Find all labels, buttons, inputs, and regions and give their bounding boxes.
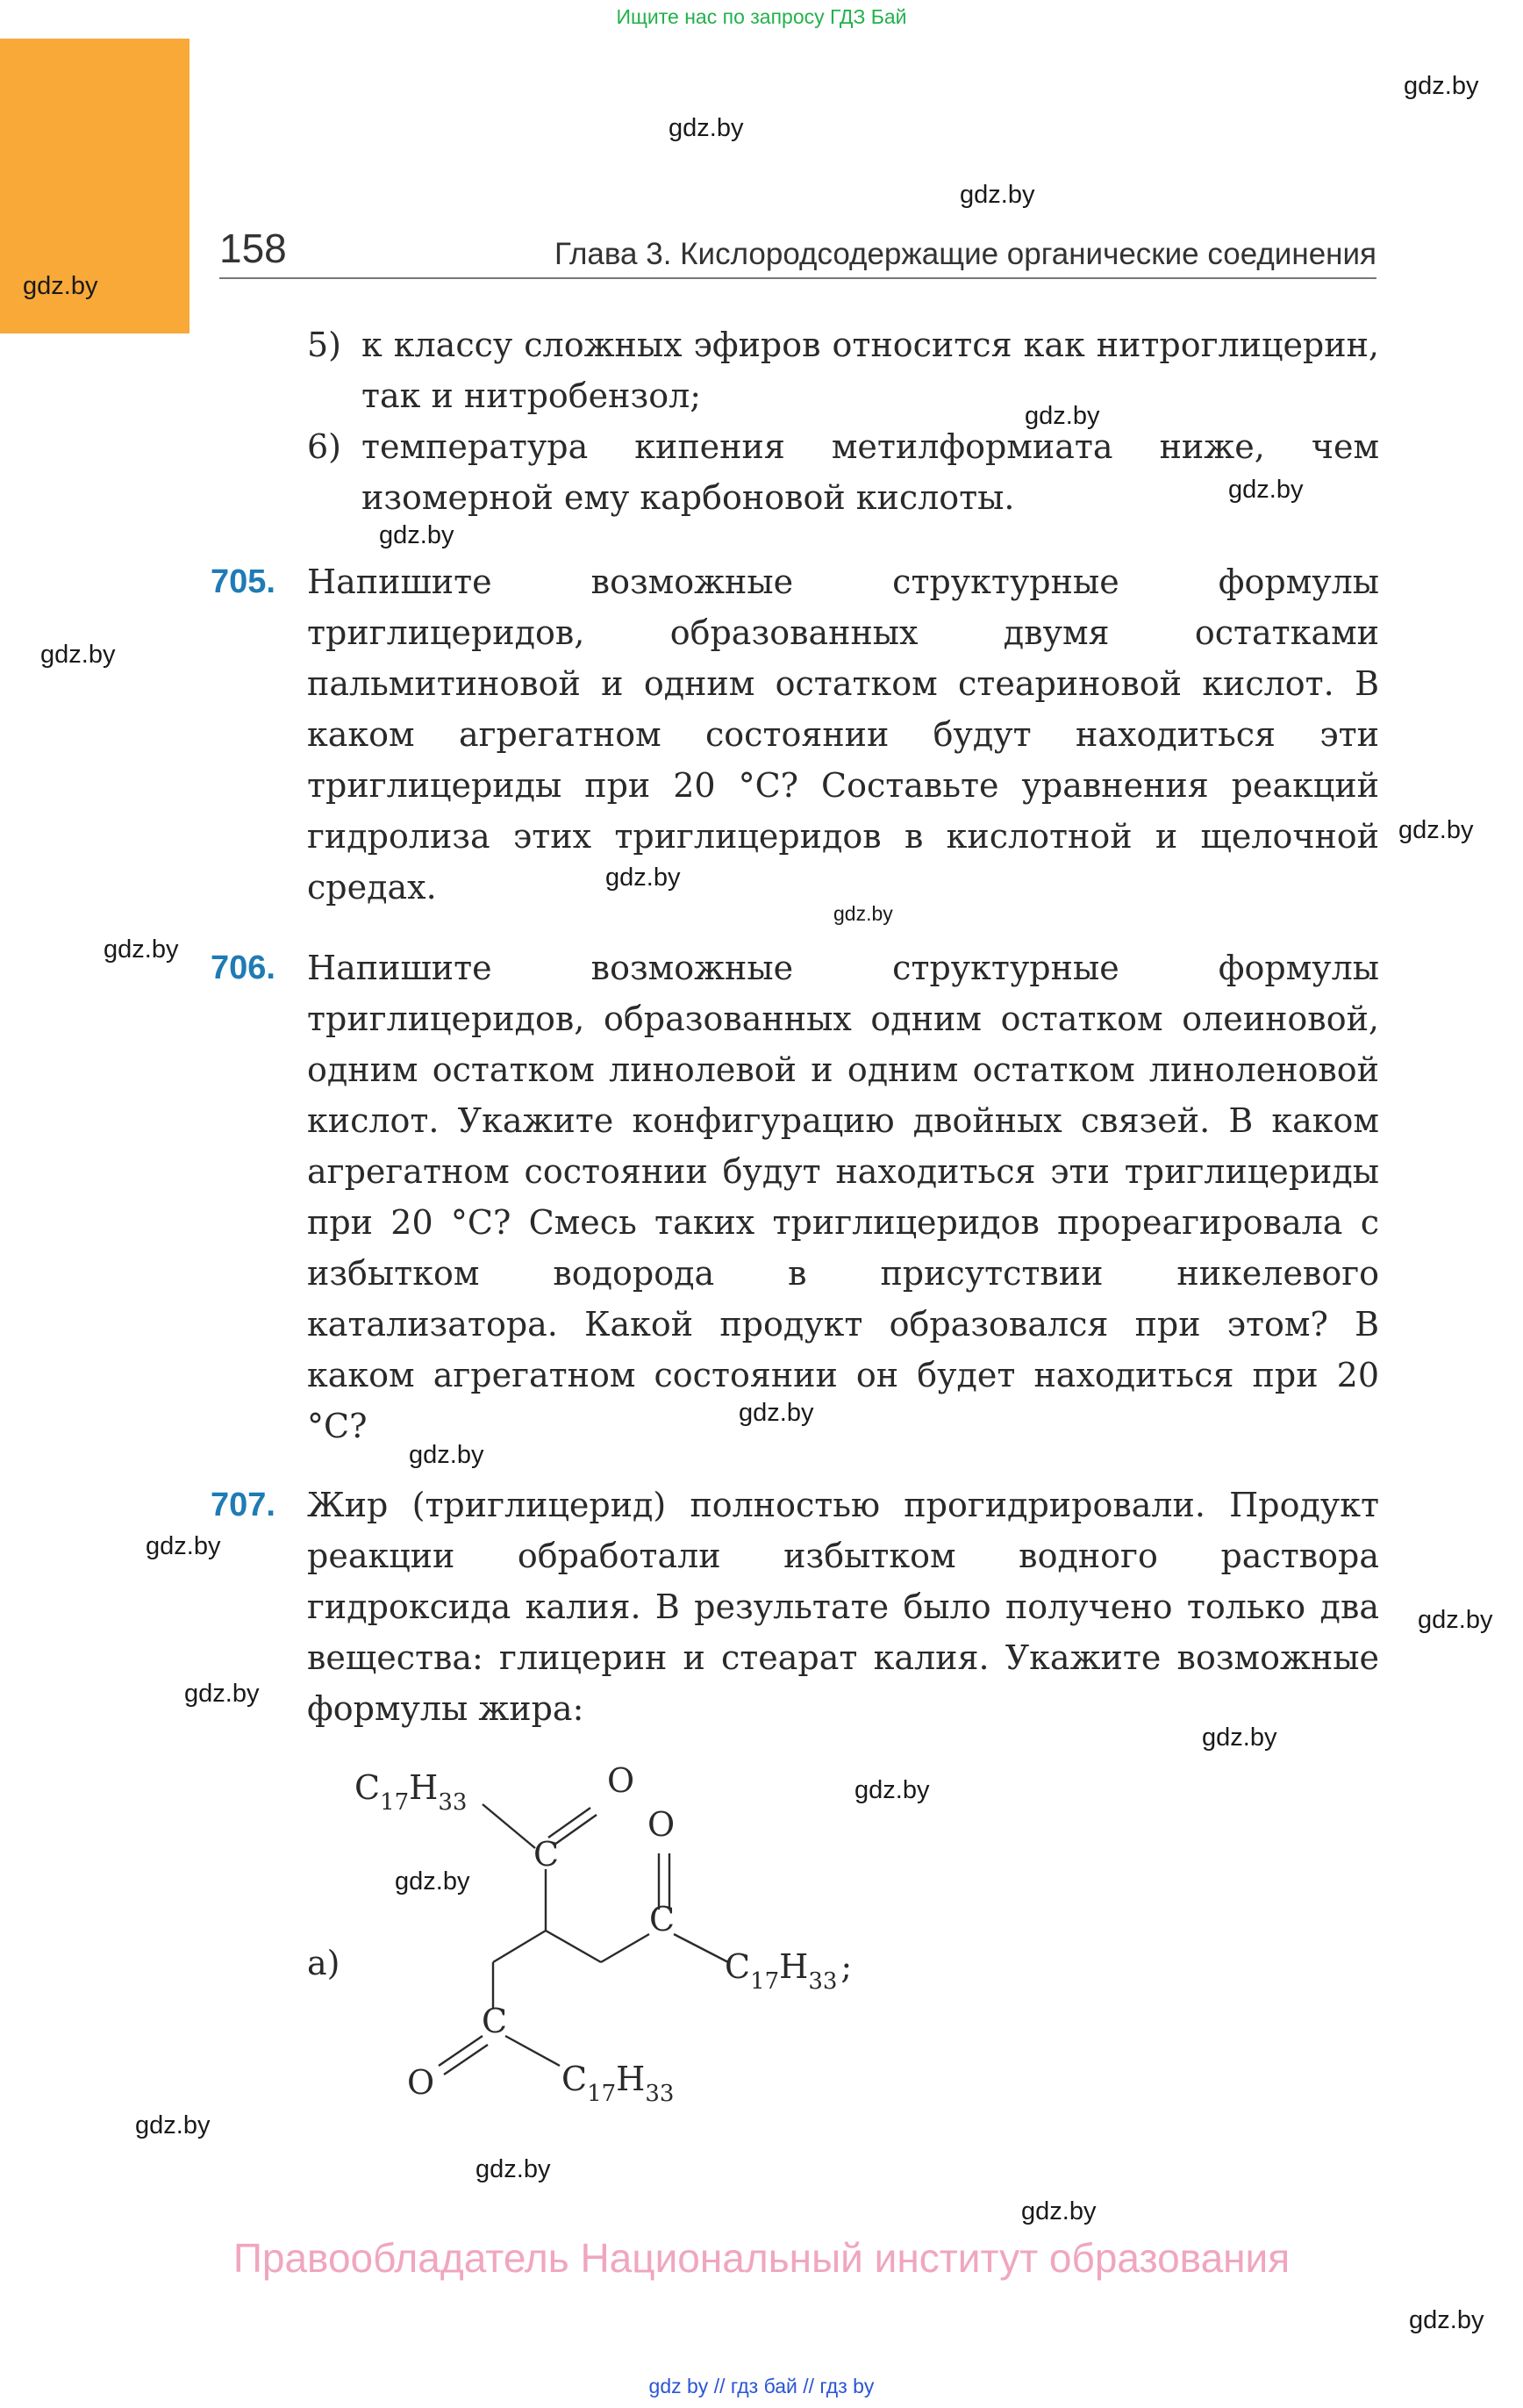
page-number: 158 <box>219 226 287 271</box>
watermark: gdz.by <box>1404 72 1479 100</box>
watermark: gdz.by <box>23 272 98 300</box>
task-text: Напишите возможные структурные формулы триглицеридов, образованных одним остатком олеиновой, одним остатком линолевой и одним остатком линоленовой кислот. Укажите конфигурацию двойных связей. В каком агрегатном состоянии будут находиться эти триглицериды при 20 °С? Смесь таких триглицеридов прореагировала с избытком водорода в присутствии никелевого катализатора. Какой продукт образовался при этом? В каком агрегатном состоянии он будет находиться при 20 °С? <box>307 949 1379 1445</box>
watermark: gdz.by <box>1398 816 1474 844</box>
watermark: gdz.by <box>605 864 681 892</box>
task-705 <box>211 556 1379 913</box>
carbon-bottom: C <box>482 2002 508 2040</box>
list-item-text: к классу сложных эфиров относится как нитроглицерин, так и нитробензол; <box>361 326 1379 415</box>
chain-top: $C_{17}H_{33}$ <box>354 1768 468 1816</box>
formula-atoms <box>307 1761 852 2107</box>
task-number: 706. <box>211 950 275 986</box>
oxygen-right: O <box>647 1805 676 1844</box>
footer-links[interactable]: gdz by // гдз бай // гдз by <box>648 2375 875 2397</box>
watermark: gdz.by <box>1202 1724 1277 1752</box>
variant-label: а) <box>307 1944 340 1982</box>
watermark: gdz.by <box>395 1867 470 1896</box>
task-text: Напишите возможные структурные формулы триглицеридов, образованных двумя остатками пальмитиновой и одним остатком стеариновой кислот. В каком агрегатном состоянии будут находиться эти триглицериды при 20 °С? Составьте уравнения реакций гидролиза этих триглицеридов в кислотной и щелочной средах. <box>307 563 1379 907</box>
list-item-number: 6) <box>307 427 342 466</box>
oxygen-bottom: O <box>407 2063 435 2102</box>
watermark: gdz.by <box>1228 476 1304 504</box>
copyright-notice: Правообладатель Национальный институт образования <box>232 2235 1291 2281</box>
list-item <box>307 319 1379 421</box>
watermark: gdz.by <box>135 2111 211 2139</box>
watermark: gdz.by <box>1409 2306 1484 2334</box>
carbon-right: C <box>649 1900 676 1939</box>
task-707 <box>211 1480 1379 1734</box>
carbon-top: C <box>533 1835 560 1874</box>
triglyceride-formula <box>298 1746 930 2132</box>
chapter-title: Глава 3. Кислородсодержащие органические соединения <box>554 237 1376 271</box>
task-text: Жир (триглицерид) полностью прогидрировали. Продукт реакции обработали избытком водного раствора гидроксида калия. В результате было получено только два вещества: глицерин и стеарат калия. Укажите возможные формулы жира: <box>307 1486 1379 1728</box>
watermark: gdz.by <box>1021 2197 1097 2225</box>
list-item-text: температура кипения метилформиата ниже, чем изомерной ему карбоновой кислоты. <box>361 427 1379 517</box>
watermark: gdz.by <box>1025 402 1100 430</box>
watermark: gdz.by <box>739 1399 814 1427</box>
watermark: gdz.by <box>146 1532 221 1560</box>
watermark: gdz.by <box>1418 1606 1493 1634</box>
watermark: gdz.by <box>379 521 454 549</box>
watermark: gdz.by <box>184 1680 260 1708</box>
task-number: 705. <box>211 563 275 600</box>
chain-right: $C_{17}H_{33}$ ; <box>725 1947 853 1995</box>
watermark: gdz.by <box>40 641 116 669</box>
oxygen-top: O <box>607 1761 635 1800</box>
watermark: gdz.by <box>854 1776 930 1804</box>
top-banner[interactable]: Ищите нас по запросу ГДЗ Бай <box>616 5 907 28</box>
task-number: 707. <box>211 1487 275 1523</box>
watermark: gdz.by <box>409 1441 484 1469</box>
chain-bottom: $C_{17}H_{33}$ <box>561 2060 675 2107</box>
list-item-number: 5) <box>307 326 342 364</box>
header-rule <box>219 277 1376 279</box>
watermark: gdz.by <box>960 181 1035 209</box>
watermark: gdz.by <box>475 2155 551 2183</box>
watermark: gdz.by <box>833 902 893 925</box>
list-item <box>307 421 1379 523</box>
watermark: gdz.by <box>669 114 744 142</box>
watermark: gdz.by <box>104 935 179 964</box>
task-706 <box>211 942 1379 1451</box>
